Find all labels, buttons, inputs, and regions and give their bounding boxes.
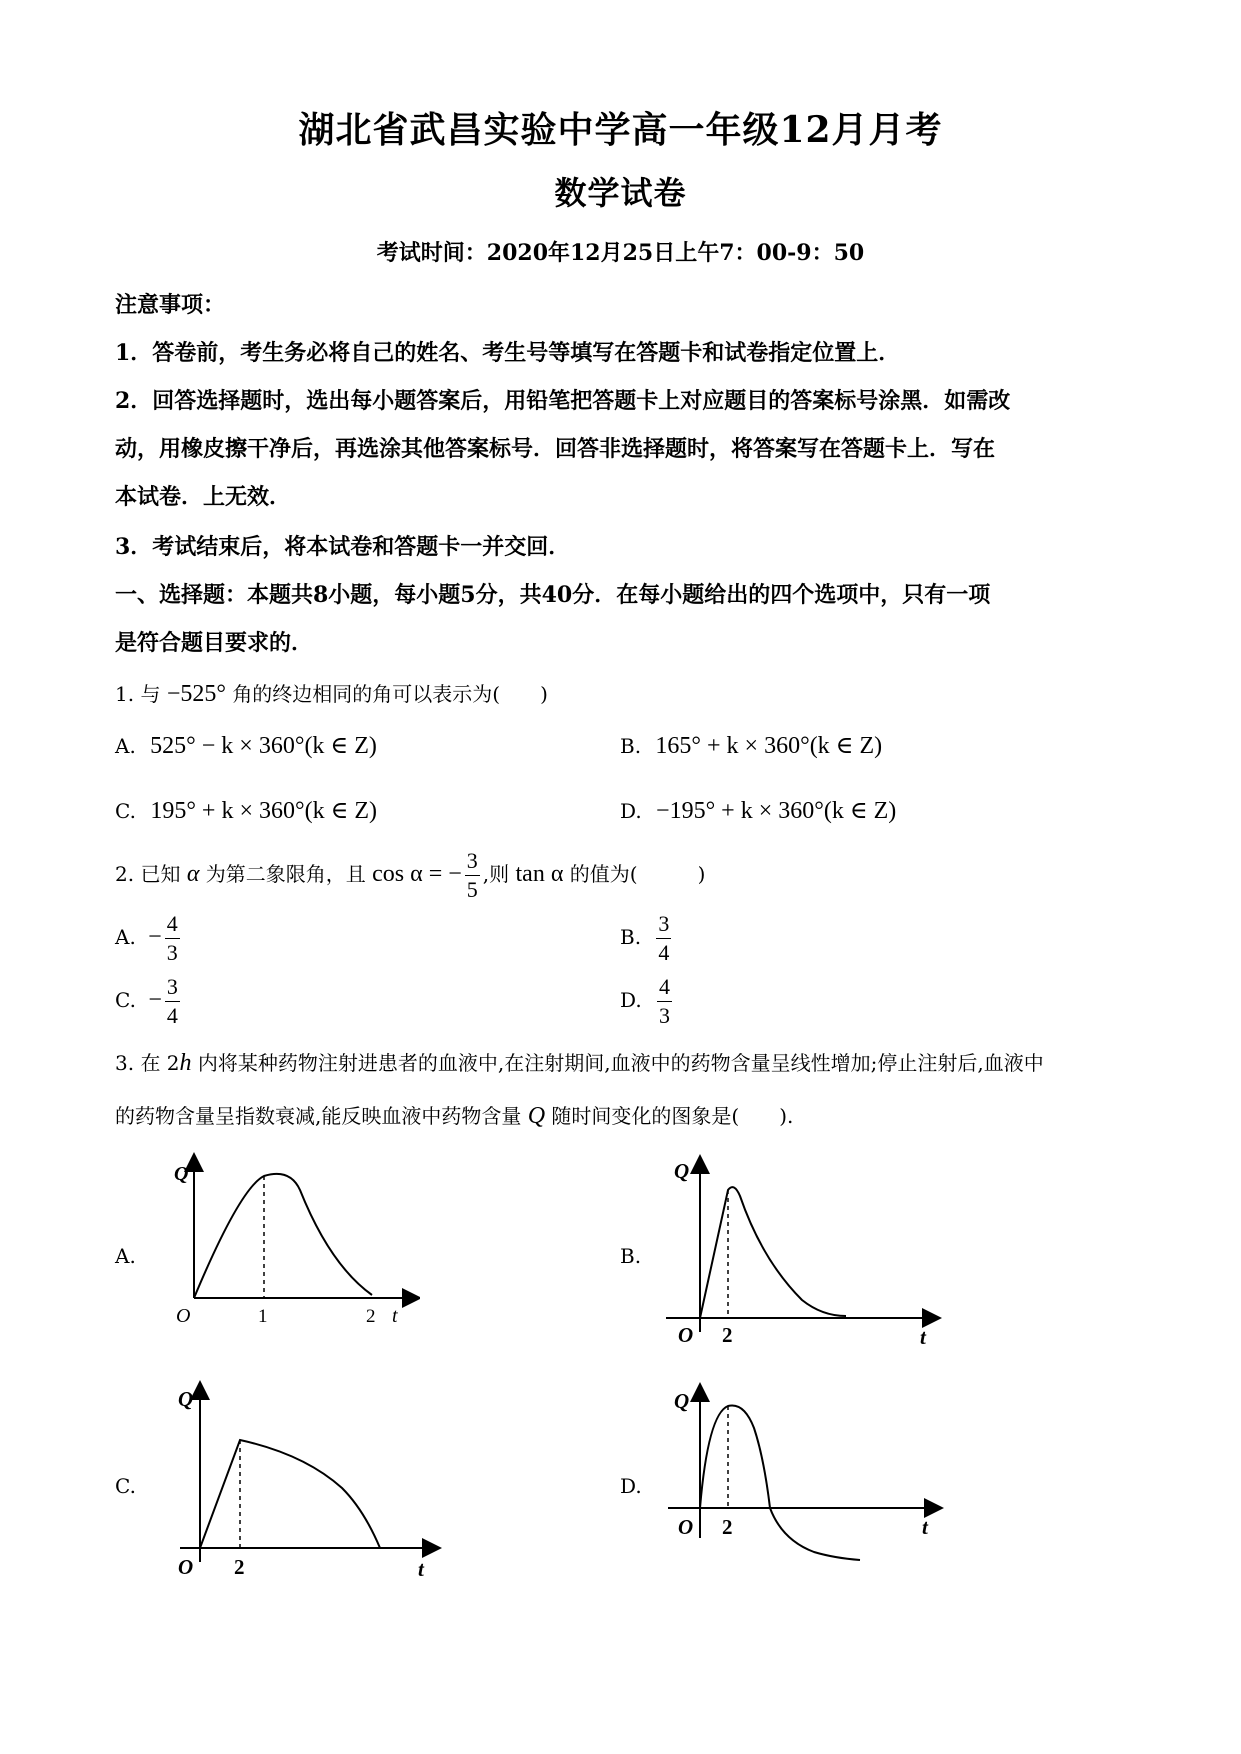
option-label: A. bbox=[115, 734, 136, 758]
q2-option-d[interactable]: D. $\frac{4}{3}$ bbox=[620, 974, 671, 1028]
q3-option-a-label[interactable]: A. bbox=[115, 1244, 136, 1268]
curve bbox=[194, 1174, 372, 1298]
q1-option-b[interactable] bbox=[620, 731, 882, 760]
q3-option-d-label[interactable]: D. bbox=[620, 1474, 642, 1498]
section-heading-line1: 一、选择题：本题共8小题，每小题5分，共40分．在每小题给出的四个选项中，只有一项 bbox=[115, 582, 991, 608]
q1-prefix: 1. 与 bbox=[115, 682, 161, 706]
x-label: t bbox=[920, 1325, 926, 1349]
y-label: Q bbox=[674, 1159, 690, 1183]
option-label: A. bbox=[115, 925, 136, 949]
q2-mid: 为第二象限角，且 bbox=[205, 862, 366, 886]
x-label: t bbox=[922, 1515, 928, 1539]
y-label: Q bbox=[174, 1163, 189, 1185]
origin-label: O bbox=[178, 1555, 194, 1579]
option-label: B. bbox=[620, 734, 642, 758]
q2-fraction: $\frac{3}{5}$ bbox=[466, 848, 478, 902]
notice-item-1: 1．答卷前，考生务必将自己的姓名、考生号等填写在答题卡和试卷指定位置上． bbox=[115, 340, 901, 366]
exam-time: 考试时间：2020年12月25日上午7：00-9：50 bbox=[376, 240, 865, 266]
q2-cos: cos α = − bbox=[372, 861, 462, 887]
q3-graph-a[interactable] bbox=[160, 1150, 420, 1340]
q2-prefix: 2. 已知 bbox=[115, 862, 181, 886]
option-label: D. bbox=[620, 988, 642, 1012]
tick-label: 2 bbox=[722, 1323, 733, 1347]
page-subtitle: 数学试卷 bbox=[554, 174, 687, 212]
y-label: Q bbox=[674, 1389, 690, 1413]
q2-tan: tan α bbox=[515, 861, 564, 887]
option-expr: −195° + k × 360°(k ∈ Z) bbox=[656, 798, 897, 824]
q3-option-b-label[interactable]: B. bbox=[620, 1244, 642, 1268]
option-label: C. bbox=[115, 799, 136, 823]
q3-option-c-label[interactable]: C. bbox=[115, 1474, 136, 1498]
notice-item-2c: 本试卷．上无效． bbox=[115, 484, 292, 510]
q1-option-a[interactable] bbox=[115, 731, 377, 760]
tick-label: 2 bbox=[722, 1515, 733, 1539]
origin-label: O bbox=[678, 1323, 694, 1347]
q1-option-d[interactable] bbox=[620, 796, 896, 825]
option-label: D. bbox=[620, 799, 642, 823]
question-3-line2: 的药物含量呈指数衰减,能反映血液中药物含量 Q 随时间变化的图象是( ). bbox=[115, 1103, 794, 1129]
notice-item-3: 3．考试结束后，将本试卷和答题卡一并交回． bbox=[115, 534, 571, 560]
notice-item-2b: 动，用橡皮擦干净后，再选涂其他答案标号．回答非选择题时，将答案写在答题卡上．写在 bbox=[115, 436, 996, 462]
q3-graph-c[interactable] bbox=[174, 1378, 444, 1583]
question-3-line1: 3. 在 2h 内将某种药物注射进患者的血液中,在注射期间,血液中的药物含量呈线性增加;停止注射后,血液中 bbox=[115, 1050, 1044, 1076]
q2-suffix: 的值为( ) bbox=[569, 862, 706, 886]
q1-suffix: 角的终边相同的角可以表示为( ) bbox=[232, 682, 548, 706]
question-2 bbox=[115, 850, 705, 901]
option-label: B. bbox=[620, 925, 642, 949]
option-expr: 525° − k × 360°(k ∈ Z) bbox=[150, 733, 377, 759]
question-1 bbox=[115, 678, 548, 708]
option-label: C. bbox=[115, 988, 136, 1012]
q3-graph-b[interactable] bbox=[662, 1150, 942, 1350]
q3-graph-d[interactable] bbox=[664, 1378, 944, 1588]
q2-option-b[interactable]: B. $\frac{3}{4}$ bbox=[620, 911, 670, 965]
option-expr: 165° + k × 360°(k ∈ Z) bbox=[655, 733, 883, 759]
origin-label: O bbox=[176, 1305, 191, 1327]
tick-label: 2 bbox=[366, 1306, 376, 1327]
q2-option-a[interactable]: A. − $\frac{4}{3}$ bbox=[115, 911, 178, 965]
notice-item-2a: 2．回答选择题时，选出每小题答案后，用铅笔把答题卡上对应题目的答案标号涂黑．如需改 bbox=[115, 388, 1011, 414]
tick-label: 1 bbox=[258, 1306, 268, 1327]
notice-heading: 注意事项： bbox=[115, 292, 226, 318]
y-label: Q bbox=[178, 1387, 194, 1411]
q2-option-c[interactable]: C. − $\frac{3}{4}$ bbox=[115, 974, 178, 1028]
tick-label: 2 bbox=[234, 1555, 245, 1579]
q1-option-c[interactable] bbox=[115, 796, 377, 825]
x-label: t bbox=[392, 1305, 398, 1327]
page-title: 湖北省武昌实验中学高一年级12月月考 bbox=[298, 109, 943, 151]
origin-label: O bbox=[678, 1515, 694, 1539]
curve bbox=[700, 1187, 846, 1318]
section-heading-line2: 是符合题目要求的． bbox=[115, 630, 314, 656]
x-label: t bbox=[418, 1557, 424, 1581]
option-expr: 195° + k × 360°(k ∈ Z) bbox=[150, 798, 377, 824]
q2-then: ,则 bbox=[482, 862, 510, 886]
curve bbox=[200, 1440, 380, 1548]
q2-alpha: α bbox=[186, 861, 200, 887]
q1-angle: −525° bbox=[166, 681, 226, 707]
